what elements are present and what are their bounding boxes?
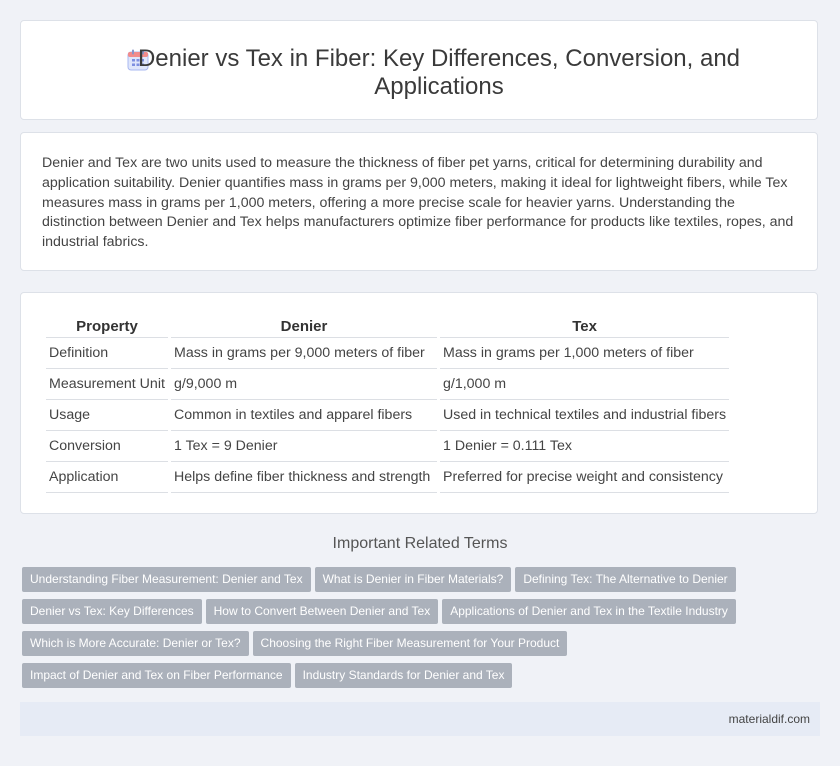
comparison-table-card [20, 292, 818, 514]
related-term-link[interactable]: Choosing the Right Fiber Measurement for Your Product [253, 631, 568, 656]
related-terms-list [22, 567, 822, 695]
table-cell: Measurement Unit [46, 369, 168, 400]
related-term-link[interactable]: What is Denier in Fiber Materials? [315, 567, 512, 592]
table-cell: Conversion [46, 431, 168, 462]
related-term-link[interactable]: Understanding Fiber Measurement: Denier and Tex [22, 567, 311, 592]
table-row [46, 431, 729, 462]
tag-row [22, 631, 822, 663]
column-header-property: Property [46, 313, 168, 338]
table-cell: 1 Tex = 9 Denier [171, 431, 437, 462]
tag-row [22, 599, 822, 631]
table-row [46, 462, 729, 493]
table-cell: Preferred for precise weight and consistency [440, 462, 729, 493]
page-title: Denier vs Tex in Fiber: Key Differences, Conversion, and Applications [137, 45, 741, 100]
table-row [46, 369, 729, 400]
table-cell: 1 Denier = 0.111 Tex [440, 431, 729, 462]
table-cell: Mass in grams per 9,000 meters of fiber [171, 338, 437, 369]
table-cell: Usage [46, 400, 168, 431]
related-term-link[interactable]: Which is More Accurate: Denier or Tex? [22, 631, 249, 656]
table-row [46, 400, 729, 431]
footer-site-name: materialdif.com [728, 712, 810, 726]
table-cell: Used in technical textiles and industrial fibers [440, 400, 729, 431]
intro-card [20, 132, 818, 271]
related-terms-heading: Important Related Terms [332, 535, 508, 552]
tag-row [22, 567, 822, 599]
table-cell: Definition [46, 338, 168, 369]
tag-row [22, 663, 822, 695]
related-term-link[interactable]: Applications of Denier and Tex in the Textile Industry [442, 599, 736, 624]
column-header-denier: Denier [171, 313, 437, 338]
related-term-link[interactable]: Impact of Denier and Tex on Fiber Performance [22, 663, 291, 688]
header-card [20, 20, 818, 120]
related-term-link[interactable]: Industry Standards for Denier and Tex [295, 663, 513, 688]
column-header-tex: Tex [440, 313, 729, 338]
comparison-table [43, 313, 732, 493]
table-cell: Helps define fiber thickness and strength [171, 462, 437, 493]
intro-paragraph: Denier and Tex are two units used to measure the thickness of fiber pet yarns, critical for determining durability and application suitability. Denier quantifies mass in grams per 9,000 meters, making it ideal for lightweight fibers, while Tex measures mass in grams per 1,000 meters, offering a more precise scale for heavier yarns. Understanding the distinction between Denier and Tex helps manufacturers optimize fiber performance for products like textiles, ropes, and industrial fabrics. [42, 155, 794, 251]
footer [20, 702, 820, 736]
table-cell: Common in textiles and apparel fibers [171, 400, 437, 431]
table-cell: Mass in grams per 1,000 meters of fiber [440, 338, 729, 369]
related-term-link[interactable]: Defining Tex: The Alternative to Denier [515, 567, 735, 592]
table-cell: Application [46, 462, 168, 493]
table-row [46, 338, 729, 369]
related-term-link[interactable]: Denier vs Tex: Key Differences [22, 599, 202, 624]
table-cell: g/1,000 m [440, 369, 729, 400]
table-header-row [46, 313, 729, 338]
table-cell: g/9,000 m [171, 369, 437, 400]
related-term-link[interactable]: How to Convert Between Denier and Tex [206, 599, 439, 624]
